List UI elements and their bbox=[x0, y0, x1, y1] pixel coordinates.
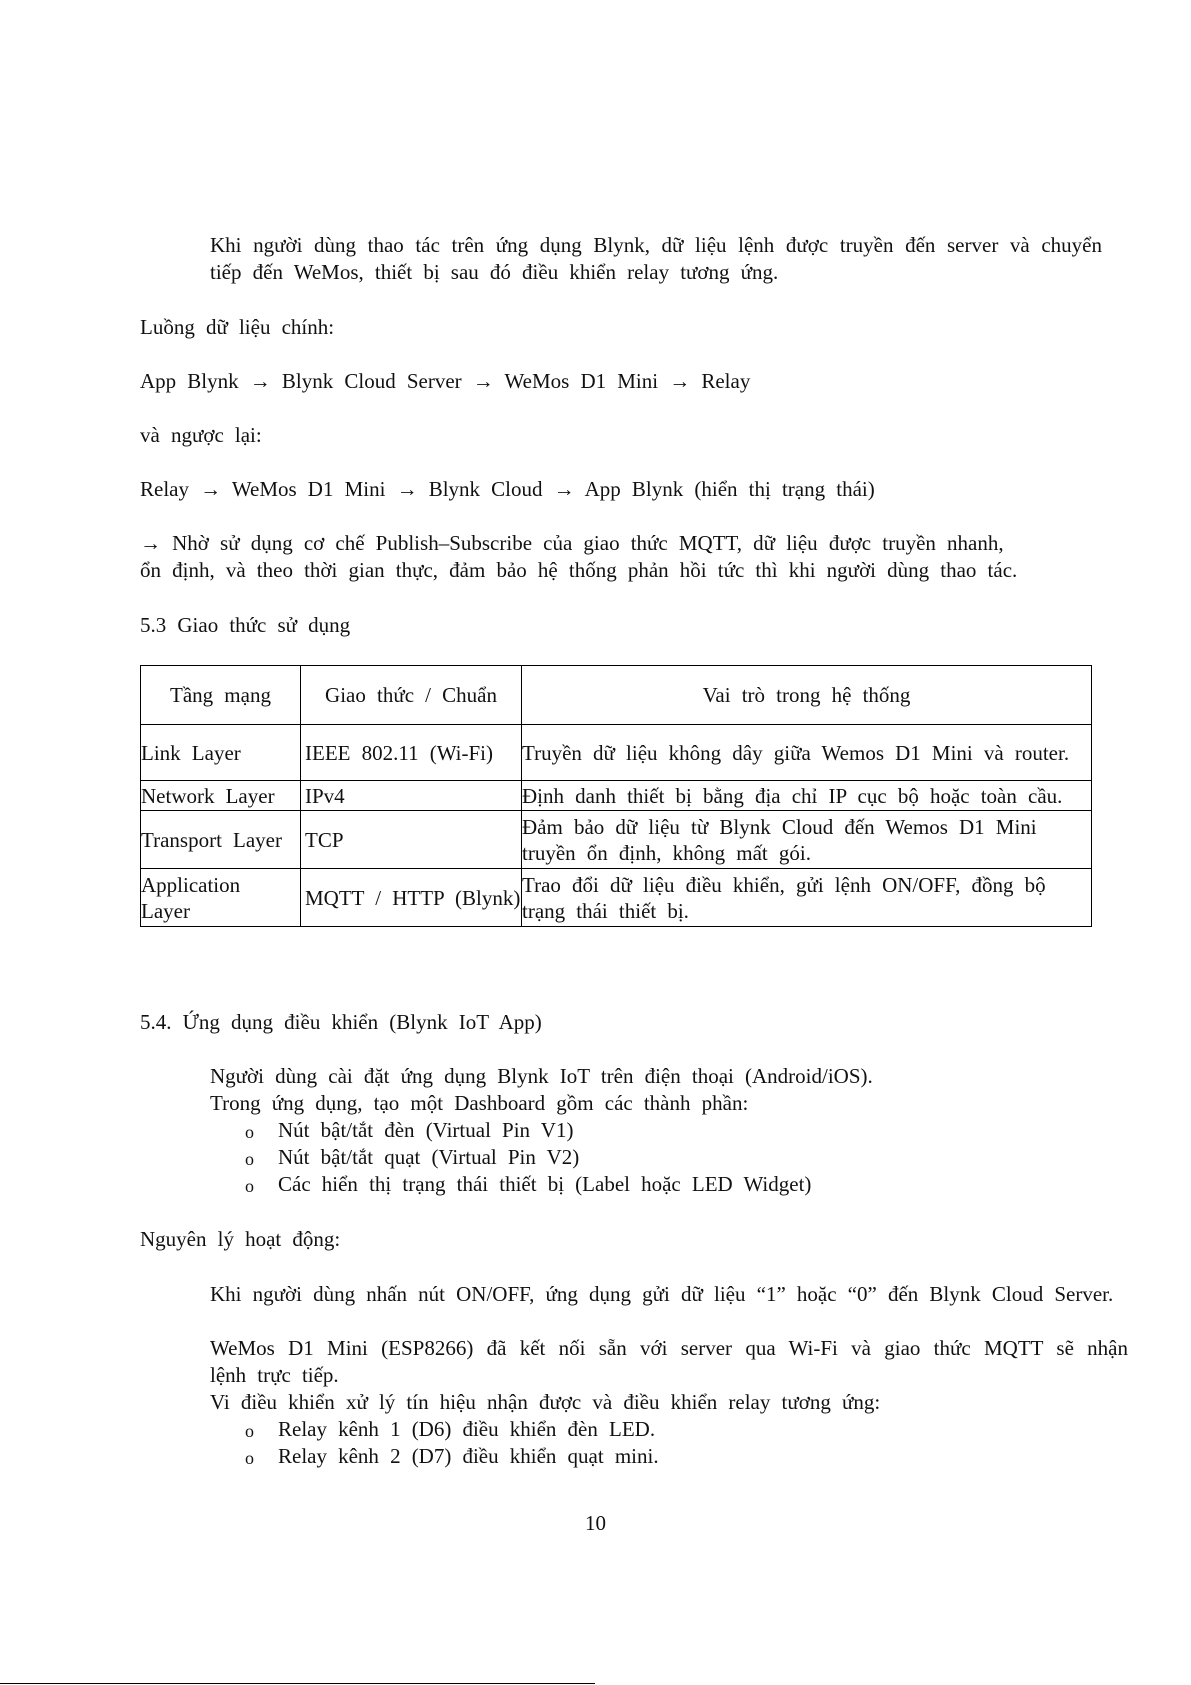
dashboard-item: Nút bật/tắt đèn (Virtual Pin V1) bbox=[278, 1118, 574, 1142]
conclusion-line-2: ổn định, và theo thời gian thực, đảm bảo hệ thống phản hồi tức thì khi người dùng thao tác. bbox=[140, 558, 1018, 582]
principle-bullet: Khi người dùng nhấn nút ON/OFF, ứng dụng gửi dữ liệu “1” hoặc “0” đến Blynk Cloud Server. bbox=[210, 1282, 1114, 1306]
sub-bullet-icon: o bbox=[245, 1448, 254, 1468]
section-5-4-title: 5.4. Ứng dụng điều khiển (Blynk IoT App) bbox=[140, 1010, 542, 1034]
sub-bullet-icon: o bbox=[245, 1122, 254, 1142]
table-row bbox=[141, 725, 1092, 781]
app-bullet: Trong ứng dụng, tạo một Dashboard gồm các thành phần: bbox=[210, 1091, 749, 1115]
relay-item: Relay kênh 1 (D6) điều khiển đèn LED. bbox=[278, 1417, 656, 1441]
bottom-rule bbox=[0, 1683, 595, 1684]
protocol-table bbox=[140, 665, 1092, 927]
sub-bullet-icon: o bbox=[245, 1421, 254, 1441]
sub-bullet-icon: o bbox=[245, 1149, 254, 1169]
reverse-flow: Relay → WeMos D1 Mini → Blynk Cloud → App Blynk (hiển thị trạng thái) bbox=[140, 477, 875, 501]
table-cell: Transport Layer bbox=[141, 811, 301, 869]
principle-label: Nguyên lý hoạt động: bbox=[140, 1227, 341, 1251]
table-row bbox=[141, 869, 1092, 927]
table-cell: IEEE 802.11 (Wi-Fi) bbox=[301, 725, 522, 781]
table-header-cell: Giao thức / Chuẩn bbox=[301, 666, 522, 725]
reverse-flow-label: và ngược lại: bbox=[140, 423, 262, 447]
table-header-row bbox=[141, 666, 1092, 725]
conclusion-line-1: → Nhờ sử dụng cơ chế Publish–Subscribe của giao thức MQTT, dữ liệu được truyền nhanh, bbox=[140, 531, 1004, 555]
table-cell: Trao đổi dữ liệu điều khiển, gửi lệnh ON/OFF, đồng bộ trạng thái thiết bị. bbox=[522, 869, 1092, 927]
table-cell: Đảm bảo dữ liệu từ Blynk Cloud đến Wemos D1 Mini truyền ổn định, không mất gói. bbox=[522, 811, 1092, 869]
table-cell: Truyền dữ liệu không dây giữa Wemos D1 Mini và router. bbox=[522, 725, 1092, 781]
table-row bbox=[141, 811, 1092, 869]
sub-bullet-icon: o bbox=[245, 1176, 254, 1196]
table-cell: Application Layer bbox=[141, 869, 301, 927]
table-cell: Network Layer bbox=[141, 781, 301, 811]
table-header-cell: Vai trò trong hệ thống bbox=[522, 666, 1092, 725]
main-flow: App Blynk → Blynk Cloud Server → WeMos D1 Mini → Relay bbox=[140, 369, 751, 393]
intro-bullet-text: Khi người dùng thao tác trên ứng dụng Blynk, dữ liệu lệnh được truyền đến server và chuyển tiếp đến WeMos, thiết bị sau đó điều khiển relay tương ứng. bbox=[210, 233, 1102, 284]
table-cell: Định danh thiết bị bằng địa chỉ IP cục bộ hoặc toàn cầu. bbox=[522, 781, 1092, 811]
table-cell: Link Layer bbox=[141, 725, 301, 781]
page-number: 10 bbox=[585, 1511, 606, 1535]
section-5-3-title: 5.3 Giao thức sử dụng bbox=[140, 613, 351, 637]
table-cell: TCP bbox=[301, 811, 522, 869]
table-cell: IPv4 bbox=[301, 781, 522, 811]
principle-bullet: Vi điều khiển xử lý tín hiệu nhận được và điều khiển relay tương ứng: bbox=[210, 1390, 881, 1414]
relay-item: Relay kênh 2 (D7) điều khiển quạt mini. bbox=[278, 1444, 659, 1468]
dashboard-item: Các hiển thị trạng thái thiết bị (Label hoặc LED Widget) bbox=[278, 1172, 812, 1196]
table-row bbox=[141, 781, 1092, 811]
app-bullet: Người dùng cài đặt ứng dụng Blynk IoT trên điện thoại (Android/iOS). bbox=[210, 1064, 873, 1088]
table-cell: MQTT / HTTP (Blynk) bbox=[301, 869, 522, 927]
principle-bullet: WeMos D1 Mini (ESP8266) đã kết nối sẵn với server qua Wi-Fi và giao thức MQTT sẽ nhận lệnh trực tiếp. bbox=[210, 1336, 1128, 1387]
main-flow-label: Luồng dữ liệu chính: bbox=[140, 315, 335, 339]
table-header-cell: Tầng mạng bbox=[141, 666, 301, 725]
dashboard-item: Nút bật/tắt quạt (Virtual Pin V2) bbox=[278, 1145, 580, 1169]
